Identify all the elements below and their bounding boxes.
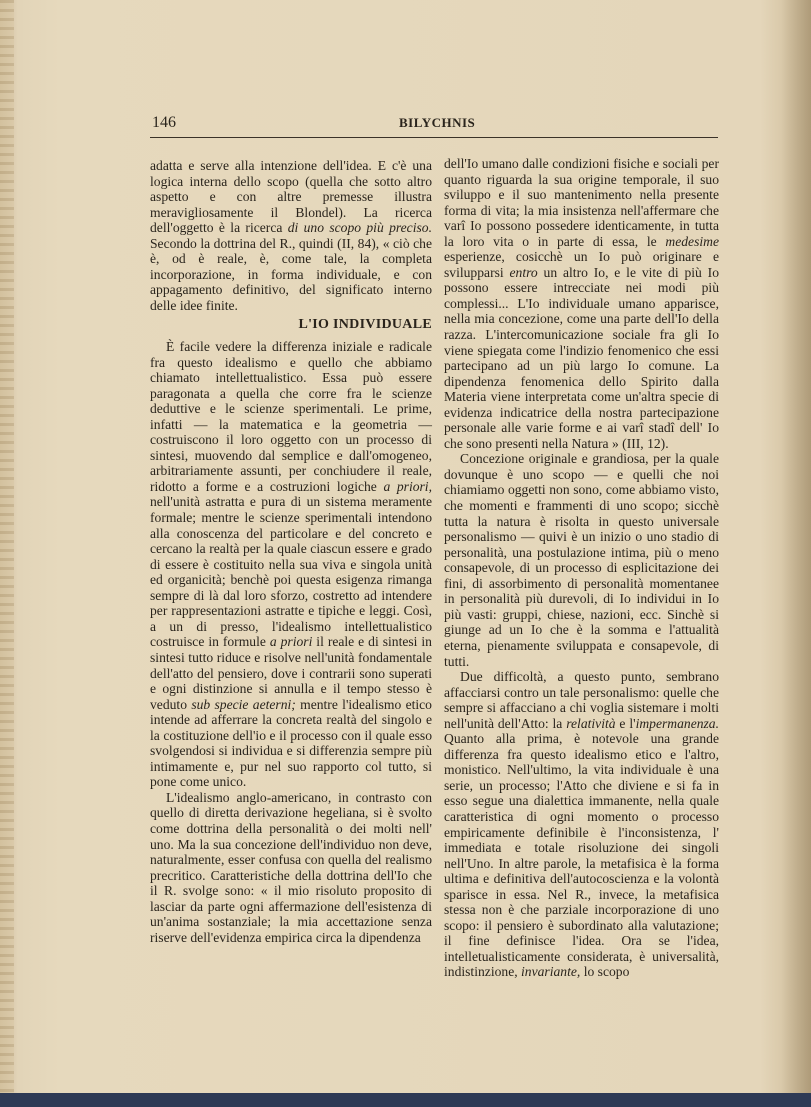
page-edge-left	[0, 0, 14, 1107]
left-column	[150, 158, 432, 945]
scan-bottom-strip	[0, 1093, 811, 1107]
page-number: 146	[152, 114, 176, 131]
paragraph: dell'Io umano dalle condizioni fisiche e sociali per quanto riguarda la sua origine temporale, il suo sviluppo e il suo mantenimento nella presente forma di vita; la mia insistenza nell'affermare che varî Io possono possedere identicamente, in tutta la loro vita o in parte di essa, le medesime esperienze, cosicchè un Io può originare e svilupparsi entro un altro Io, e le vite di più Io possono essere intrecciate nei modi più complessi... L'Io individuale umano apparisce, nella mia concezione, come una parte dell'Io della razza. L'intercomunicazione sociale fra gli Io viene spiegata come l'indizio fenomenico che essi partecipano ad un più largo Io comune. La dipendenza fenomenica dello Spirito dalla Materia viene interpretata come un'altra specie di evidenza indicatrice della nostra partecipazione personale alle varie forme e ai varî stadî dell' Io che sono presenti nella Natura » (III, 12).	[444, 156, 719, 451]
paragraph: È facile vedere la differenza iniziale e radicale fra questo idealismo e quello che abbiamo chiamato intellettualistico. Essa può essere paragonata a quella che corre fra le scienze deduttive e le scienze sperimentali. Le prime, infatti — la matematica e la geometria — costruiscono il loro oggetto con un processo di sintesi, muovendo dal semplice e dall'omogeneo, arbitrariamente assunti, per conchiudere il reale, ridotto a forme e a costruzioni logiche a priori, nell'unità astratta e pura di un sistema meramente formale; mentre le scienze sperimentali intendono alla conoscenza del particolare e del concreto e cercano la realtà per la quale ciascun essere e grado di essere è costituito nella sua viva e singola unità ed organicità; benchè poi questa esigenza rimanga sempre di là dal loro sforzo, costretto ad intendere per rappresentazioni astratte e tipiche e leggi. Così, a un di presso, l'idealismo intellettualistico costruisce in formule a priori il reale e di sintesi in sintesi tutto riduce e risolve nell'unità fondamentale dell'atto del pensiero, dove i contrarii sono superati e ogni distinzione si annulla e il tempo stesso è veduto sub specie aeterni; mentre l'idealismo etico intende ad afferrare la concreta realtà del singolo e la costituzione dell'io e il processo con il quale esso svolgendosi si individua e si differenzia sempre più intimamente e, pur nel suo rapporto col tutto, si pone come unico.	[150, 339, 432, 790]
paragraph: adatta e serve alla intenzione dell'idea. E c'è una logica interna dello scopo (quella che sotto altro aspetto e con altre premesse illustra meravigliosamente il Blondel). La ricerca dell'oggetto è la ricerca di uno scopo più preciso. Secondo la dottrina del R., quindi (II, 84), « ciò che è, od è reale, è, come tale, la completa incorporazione, in forma individuale, e con appagamento definitivo, del significato interno delle idee finite.	[150, 158, 432, 313]
right-column	[444, 156, 719, 980]
paragraph: Due difficoltà, a questo punto, sembrano affacciarsi contro un tale personalismo: quelle che sempre si affacciano a chi voglia sistemare i molti nell'unità dell'Atto: la relatività e l'impermanenza. Quanto alla prima, è notevole una grande differenza fra questo idealismo etico e l'altro, monistico. Nell'ultimo, la vita individuale è una serie, un processo; l'Atto che diviene e si fa in esso segue una dialettica immanente, nella quale caratteristica di ogni momento o processo empiricamente definibile è l'inconsistenza, l' immediata e totale risoluzione dei singoli nell'Uno. In altre parole, la metafisica è la forma ultima e definitiva dell'autocoscienza e la volontà sparisce in essa. Nel R., invece, la metafisica stessa non è che parziale incorporazione di uno scopo: il pensiero è subordinato alla valutazione; il fine definisce l'idea. Ora se l'idea, intelletualisticamente considerata, è universalità, indistinzione, invariante, lo scopo	[444, 669, 720, 980]
section-title: L'IO INDIVIDUALE	[298, 317, 432, 333]
header-rule	[150, 137, 718, 138]
paragraph: Concezione originale e grandiosa, per la quale dovunque è uno scopo — e quelli che noi chiamiamo oggetti non sono, come abbiamo visto, che momenti e frammenti di uno scopo; sicchè tutta la natura è risolta in questo universale personalismo — quivi è un inizio o uno stadio di personalità, una postulazione intima, più o meno consapevole, di un processo di esplicitazione dei fini, di assorbimento di personalità momentanee in personalità più durevoli, di Io individui in Io più vasti: gruppi, chiese, nazioni, ecc. Sinchè si giunge ad un Io che è la somma e l'attualità eterna, pienamente sviluppata e consapevole, di tutti.	[444, 451, 719, 669]
page-edge-right	[781, 0, 811, 1107]
page-header	[152, 114, 718, 136]
running-head: BILYCHNIS	[399, 115, 476, 130]
paragraph: L'idealismo anglo-americano, in contrasto con quello di diretta derivazione hegeliana, si è svolto come dottrina della personalità o dei molti nell' uno. Ma la sua concezione dell'individuo non deve, naturalmente, esser confusa con quella del realismo precritico. Caratteristiche della dottrina dell'Io che il R. svolge sono: « il mio risoluto proposito di lasciar da parte ogni affermazione dell'esistenza di un'anima sostanziale; la mia accettazione senza riserve dell'evidenza empirica circa la dipendenza	[150, 789, 432, 945]
